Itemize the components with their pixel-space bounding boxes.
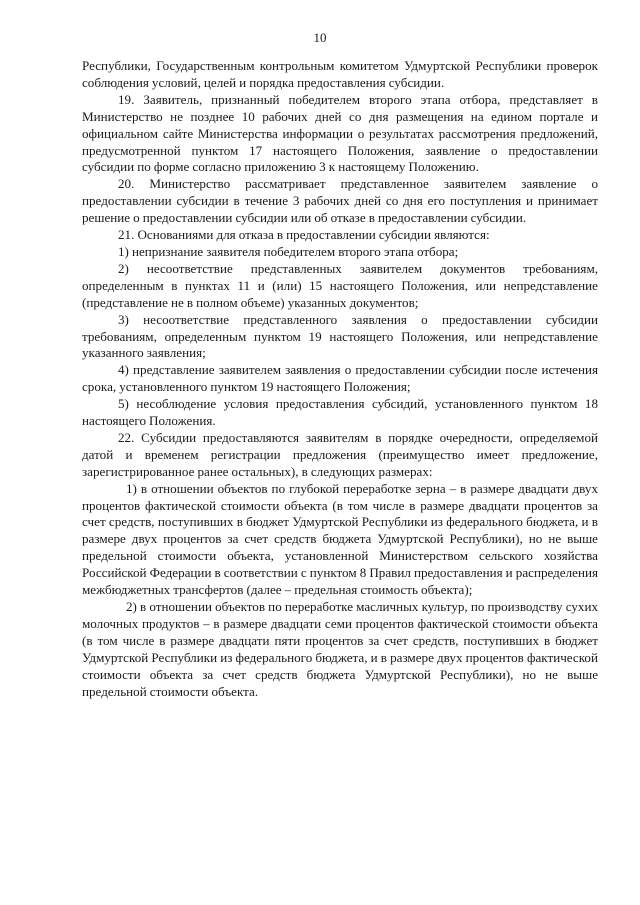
list-item-22-2: 2) в отношении объектов по переработке масличных культур, по производству сухих молочных продуктов – в размере двадцати семи процентов фактической стоимости объекта (в том числе в размере двадцати пяти процентов за счет средств, поступивших в бюджет Удмуртской Республики из федерального бюджета, и в размере двух процентов фактической стоимости объекта за счет средств бюджета Удмуртской Республики), но не выше предельной стоимости объекта. [82,599,598,699]
paragraph-21: 21. Основаниями для отказа в предоставлении субсидии являются: [118,227,490,243]
list-item-22-1: 1) в отношении объектов по глубокой переработке зерна – в размере двадцати двух процентов фактической стоимости объекта (в том числе в размере двадцати процентов за счет средств, поступивших в бюджет Удмуртской Республики из федерального бюджета, и в размере двух процентов за счет средств бюджета Удмуртской Республики), но не выше предельной стоимости объекта, установленной Министерством сельского хозяйства Российской Федерации в соответствии с пунктом 8 Правил предоставления и распределения межбюджетных трансфертов (далее – предельная стоимость объекта); [82,480,598,598]
list-item-21-1: 1) непризнание заявителя победителем второго этапа отбора; [118,243,459,259]
paragraph-22: 22. Субсидии предоставляются заявителям в порядке очередности, определяемой датой и временем регистрации предложения (преимущество имеет предложение, зарегистрированное ранее остальных), в следующих размерах: [82,429,598,479]
page-number: 10 [313,30,327,45]
list-item-21-2: 2) несоответствие представленных заявителем документов требованиям, определенным в пунктах 11 и (или) 15 настоящего Положения, или непредставление (представление не в полном объеме) указанных документов; [82,260,598,310]
list-item-21-3: 3) несоответствие представленного заявления о предоставлении субсидии требованиям, определенным пунктом 19 настоящего Положения, или непредставление указанного заявления; [82,311,598,361]
paragraph-19: 19. Заявитель, признанный победителем второго этапа отбора, представляет в Министерство не позднее 10 рабочих дней со дня размещения на едином портале и официальном сайте Министерства информации о результатах рассмотрения предложений, предусмотренной пунктом 17 настоящего Положения, заявление о предоставлении субсидии по форме согласно приложению 3 к настоящему Положению. [82,91,598,175]
list-item-21-4: 4) представление заявителем заявления о предоставлении субсидии после истечения срока, установленного пунктом 19 настоящего Положения; [82,362,598,395]
paragraph-20: 20. Министерство рассматривает представленное заявителем заявление о предоставлении субсидии в течение 3 рабочих дней со дня его поступления и принимает решение о предоставлении субсидии или об отказе в предоставлении субсидии. [82,176,598,226]
paragraph-continuation: Республики, Государственным контрольным комитетом Удмуртской Республики проверок соблюдения условий, целей и порядка предоставления субсидии. [82,58,598,90]
list-item-21-5: 5) несоблюдение условия предоставления субсидий, установленного пунктом 18 настоящего Положения. [82,396,598,429]
document-body [82,58,598,700]
